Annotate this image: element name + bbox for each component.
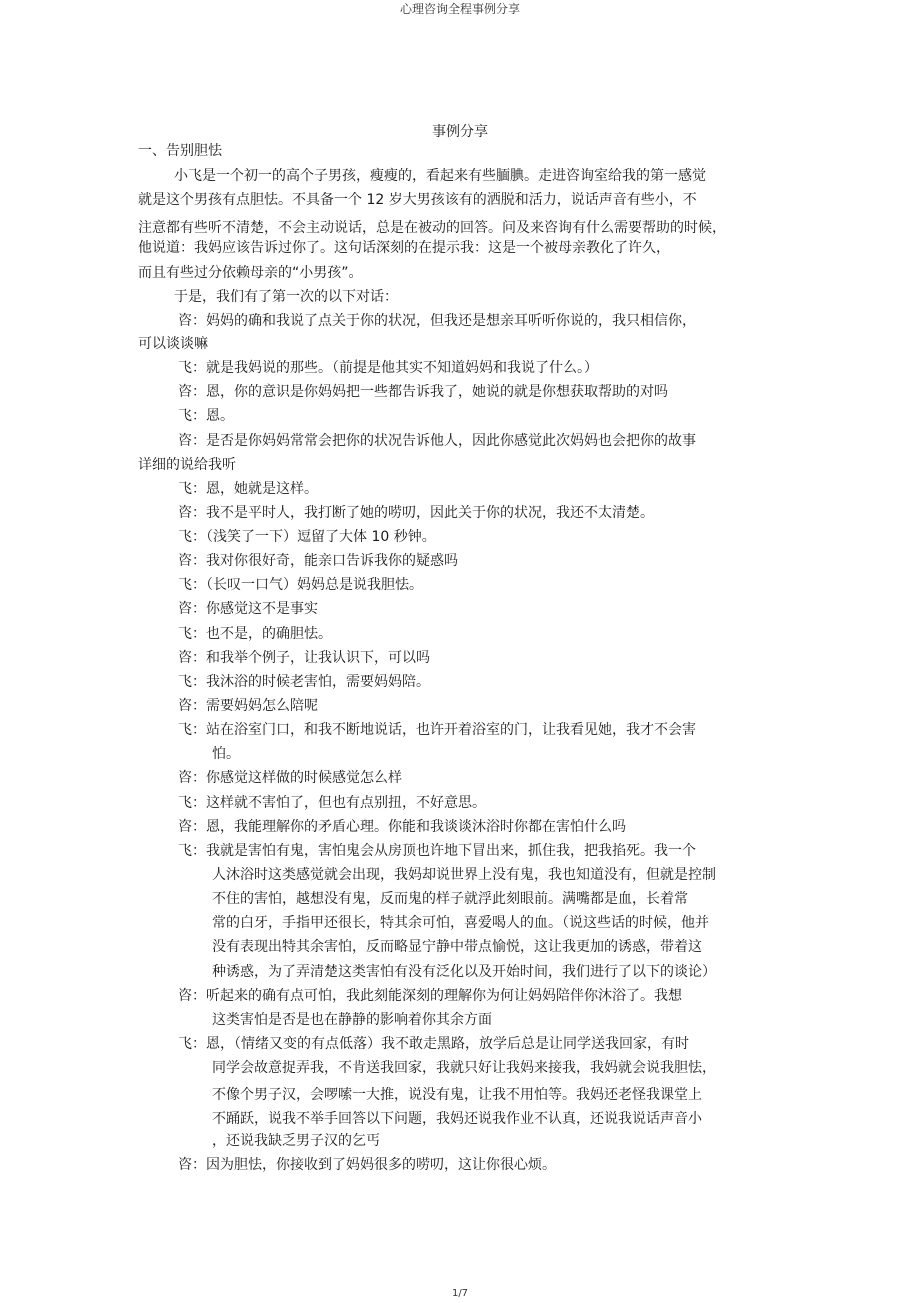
dialogue-line: 飞：我沐浴的时候老害怕，需要妈妈陪。 bbox=[178, 674, 430, 690]
dialogue-line: 咨：需要妈妈怎么陪呢 bbox=[178, 698, 318, 714]
dialogue-line: 咨：是否是你妈妈常常会把你的状况告诉他人，因此你感觉此次妈妈也会把你的故事 bbox=[178, 433, 696, 449]
page-number: 1/7 bbox=[451, 1288, 469, 1299]
dialogue-line: 可以谈谈嘛 bbox=[138, 336, 208, 352]
dialogue-line: 不像个男子汉，会啰嗦一大推，说没有鬼，让我不用怕等。我妈还老怪我课堂上 bbox=[212, 1087, 702, 1103]
dialogue-line: 没有表现出特其余害怕，反而略显宁静中带点愉悦，这让我更加的诱惑，带着这 bbox=[212, 939, 702, 955]
dialogue-line: 不住的害怕，越想没有鬼，反而鬼的样子就浮此刻眼前。满嘴都是血，长着常 bbox=[212, 891, 688, 907]
dialogue-line: 常的白牙，手指甲还很长，特其余可怕，喜爱喝人的血。（说这些话的时候，他并 bbox=[212, 915, 709, 931]
dialogue-line: 飞：就是我妈说的那些。（前提是他其实不知道妈妈和我说了什么。） bbox=[178, 360, 598, 376]
dialogue-line: 飞：站在浴室门口，和我不断地说话，也许开着浴室的门，让我看见她，我才不会害 bbox=[178, 722, 696, 738]
dialogue-line: 咨：和我举个例子，让我认识下，可以吗 bbox=[178, 650, 430, 666]
dialogue-line: ，还说我缺乏男子汉的乞丐 bbox=[212, 1133, 380, 1149]
dialogue-line: 飞：恩，（情绪又变的有点低落）我不敢走黑路，放学后总是让同学送我回家，有时 bbox=[178, 1036, 689, 1052]
dialogue-line: 这类害怕是否是也在静静的影响着你其余方面 bbox=[212, 1012, 492, 1028]
intro-line: 小飞是一个初一的高个子男孩，瘦瘦的，看起来有些腼腆。走进咨询室给我的第一感觉 bbox=[174, 168, 706, 184]
dialogue-line: 咨：我不是平时人，我打断了她的唠叨，因此关于你的状况，我还不太清楚。 bbox=[178, 505, 654, 521]
intro-line: 于是，我们有了第一次的以下对话： bbox=[174, 289, 398, 305]
dialogue-line: 咨：听起来的确有点可怕，我此刻能深刻的理解你为何让妈妈陪伴你沐浴了。我想 bbox=[178, 988, 682, 1004]
dialogue-line: 飞：（长叹一口气）妈妈总是说我胆怯。 bbox=[178, 577, 423, 593]
dialogue-line: 飞：恩，她就是这样。 bbox=[178, 481, 318, 497]
dialogue-line: 咨：你感觉这样做的时候感觉怎么样 bbox=[178, 770, 402, 786]
dialogue-line: 飞：这样就不害怕了，但也有点别扭，不好意思。 bbox=[178, 795, 486, 811]
dialogue-line: 人沐浴时这类感觉就会出现，我妈却说世界上没有鬼，我也知道没有，但就是控制 bbox=[212, 867, 716, 883]
dialogue-line: 飞：也不是，的确胆怯。 bbox=[178, 626, 332, 642]
intro-line: 注意都有些听不清楚，不会主动说话，总是在被动的回答。问及来咨询有什么需要帮助的时候， bbox=[138, 220, 726, 236]
dialogue-line: 种诱惑，为了弄清楚这类害怕有没有泛化以及开始时间，我们进行了以下的谈论） bbox=[212, 964, 716, 980]
intro-line: 而且有些过分依赖母亲的“小男孩”。 bbox=[138, 265, 363, 281]
section-heading: 一、告别胆怯 bbox=[138, 143, 222, 159]
dialogue-line: 咨：我对你很好奇，能亲口告诉我你的疑惑吗 bbox=[178, 553, 458, 569]
dialogue-line: 飞：我就是害怕有鬼，害怕鬼会从房顶也许地下冒出来，抓住我，把我掐死。我一个 bbox=[178, 843, 696, 859]
dialogue-line: 详细的说给我听 bbox=[138, 457, 236, 473]
dialogue-line: 咨：恩，你的意识是你妈妈把一些都告诉我了，她说的就是你想获取帮助的对吗 bbox=[178, 384, 668, 400]
dialogue-line: 咨：因为胆怯，你接收到了妈妈很多的唠叨，这让你很心烦。 bbox=[178, 1157, 556, 1173]
dialogue-line: 同学会故意捉弄我，不肯送我回家，我就只好让我妈来接我，我妈就会说我胆怯， bbox=[212, 1060, 716, 1076]
dialogue-line: 怕。 bbox=[212, 746, 240, 762]
document-title: 事例分享 bbox=[432, 124, 488, 140]
page-header: 心理咨询全程事例分享 bbox=[399, 2, 520, 16]
dialogue-line: 咨：妈妈的确和我说了点关于你的状况，但我还是想亲耳听听你说的，我只相信你， bbox=[178, 313, 696, 329]
intro-line: 就是这个男孩有点胆怯。不具备一个 12 岁大男孩该有的洒脱和活力，说话声音有些小，不 bbox=[138, 192, 697, 208]
dialogue-line: 咨：恩，我能理解你的矛盾心理。你能和我谈谈沐浴时你都在害怕什么吗 bbox=[178, 819, 626, 835]
intro-line: 他说道：我妈应该告诉过你了。这句话深刻的在提示我：这是一个被母亲教化了许久， bbox=[138, 240, 670, 256]
dialogue-line: 不踊跃，说我不举手回答以下问题，我妈还说我作业不认真，还说我说话声音小 bbox=[212, 1111, 702, 1127]
dialogue-line: 咨：你感觉这不是事实 bbox=[178, 601, 318, 617]
dialogue-line: 飞：（浅笑了一下）逗留了大体 10 秒钟。 bbox=[178, 529, 436, 545]
dialogue-line: 飞：恩。 bbox=[178, 408, 234, 424]
